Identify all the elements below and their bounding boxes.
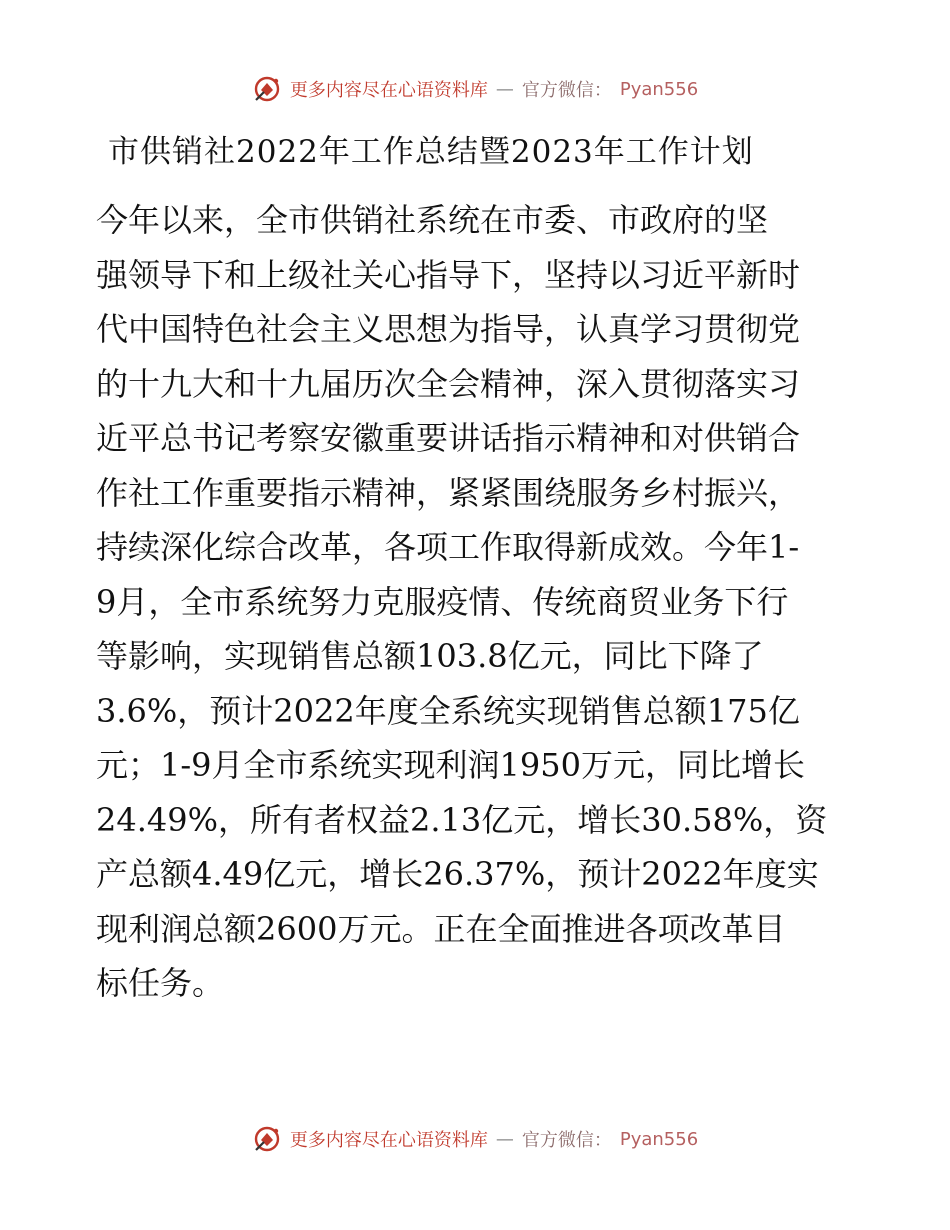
body-line: 9月，全市系统努力克服疫情、传统商贸业务下行 [96,582,789,621]
watermark-official-label: 官方微信： [521,80,612,101]
brand-logo-icon [252,1124,282,1154]
footer-watermark [0,1124,950,1154]
body-line: 近平总书记考察安徽重要讲话指示精神和对供销合 [96,419,801,457]
body-line: 现利润总额2600万元。正在全面推进各项改革目 [96,909,786,948]
brand-logo-icon [252,74,282,104]
watermark-text: 更多内容尽在心语资料库 [289,80,488,101]
body-line: 24.49%，所有者权益2.13亿元，增长30.58%，资 [96,800,828,839]
watermark-official-label: 官方微信： [521,1130,612,1151]
watermark-wechat-id: Pyan556 [619,78,699,100]
header-watermark [0,74,950,104]
body-line: 标任务。 [96,964,225,1002]
watermark-wechat-id: Pyan556 [619,1128,699,1150]
body-line: 今年以来，全市供销社系统在市委、市政府的坚 [96,201,769,239]
document-title: 市供销社2022年工作总结暨2023年工作计划 [108,134,754,170]
watermark-dash: — [495,1128,514,1150]
body-line: 的十九大和十九届历次全会精神，深入贯彻落实习 [96,364,801,403]
body-line: 产总额4.49亿元，增长26.37%，预计2022年度实 [96,855,819,893]
body-line: 代中国特色社会主义思想为指导，认真学习贯彻党 [96,310,801,348]
body-line: 强领导下和上级社关心指导下，坚持以习近平新时 [96,255,801,294]
watermark-text: 更多内容尽在心语资料库 [289,1130,488,1151]
body-line: 持续深化综合改革，各项工作取得新成效。今年1- [96,528,800,566]
body-line: 作社工作重要指示精神，紧紧围绕服务乡村振兴， [96,473,801,512]
body-line: 3.6%，预计2022年度全系统实现销售总额175亿 [96,691,800,730]
body-line: 元；1-9月全市系统实现利润1950万元，同比增长 [96,746,805,784]
body-line: 等影响，实现销售总额103.8亿元，同比下降了 [96,637,764,675]
watermark-dash: — [495,78,514,100]
document-body [96,193,856,1011]
